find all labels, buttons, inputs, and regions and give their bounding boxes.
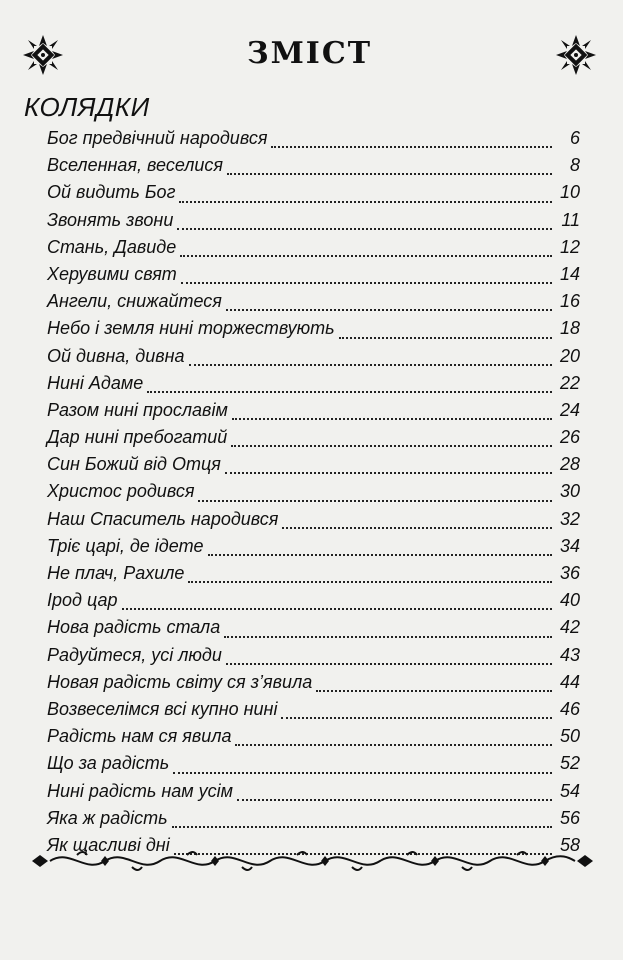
toc-entry-title: Вселенная, веселися (47, 155, 224, 176)
dot-leader (198, 500, 552, 502)
dot-leader (227, 173, 552, 175)
toc-entry-title: Христос родився (47, 481, 195, 502)
dot-leader (224, 636, 552, 638)
page-title: ЗМІСТ (246, 36, 373, 71)
toc-entry-page: 36 (559, 563, 580, 583)
toc-entry-page: 58 (559, 834, 580, 855)
toc-entry-title: Ірод цар (47, 590, 118, 611)
toc-entry-title: Радуйтеся, усі люди (47, 644, 222, 665)
toc-entry-page: 32 (559, 508, 580, 529)
dot-leader (172, 826, 552, 828)
toc-entry (47, 536, 580, 563)
toc-entry-page: 12 (559, 236, 580, 257)
toc-entry-page: 26 (559, 427, 580, 448)
toc-entry (47, 155, 580, 182)
toc-entry-page: 14 (559, 263, 580, 284)
toc-entry-title: Разом нині прославім (47, 399, 228, 420)
toc-entry-title: Херувими свят (47, 263, 177, 284)
toc-list (47, 128, 580, 862)
dot-leader (147, 391, 552, 393)
toc-entry (47, 563, 580, 590)
toc-entry-page: 52 (559, 753, 580, 774)
toc-entry-page: 56 (559, 807, 580, 828)
toc-entry-title: Новая радість світу ся з’явила (47, 671, 313, 692)
toc-entry-page: 54 (559, 780, 580, 801)
toc-entry-page: 8 (569, 155, 580, 176)
toc-entry (47, 753, 580, 780)
dot-leader (231, 445, 552, 447)
toc-entry (47, 781, 580, 808)
toc-entry-page: 34 (559, 535, 580, 556)
toc-entry (47, 699, 580, 726)
toc-entry-page: 28 (559, 454, 580, 475)
toc-entry (47, 237, 580, 264)
toc-entry-page: 18 (559, 318, 580, 339)
toc-entry-page: 30 (559, 481, 580, 502)
toc-entry-title: Нині радість нам усім (47, 780, 233, 801)
toc-entry-title: Не плач, Рахиле (47, 563, 185, 583)
toc-entry-page: 42 (559, 617, 580, 638)
toc-entry-page: 46 (559, 698, 580, 719)
toc-entry-title: Син Божий від Отця (47, 454, 221, 475)
toc-entry (47, 128, 580, 155)
dot-leader (281, 717, 552, 719)
toc-entry (47, 726, 580, 753)
dot-leader (237, 799, 552, 801)
toc-entry-page: 16 (559, 291, 580, 312)
toc-entry-title: Ой дивна, дивна (47, 345, 185, 366)
toc-entry-title: Нова радість стала (47, 617, 221, 638)
dot-leader (339, 337, 552, 339)
dot-leader (316, 690, 552, 692)
toc-entry-title: Стань, Давиде (47, 236, 177, 257)
dot-leader (226, 309, 552, 311)
toc-entry-title: Возвеселімся всі купно нині (47, 698, 278, 719)
toc-entry-page: 20 (559, 345, 580, 366)
toc-entry-title: Яка ж радість (47, 807, 168, 828)
toc-entry (47, 481, 580, 508)
toc-entry (47, 373, 580, 400)
toc-entry-title: Як щасливі дні (47, 834, 170, 855)
toc-entry (47, 318, 580, 345)
toc-entry (47, 400, 580, 427)
toc-entry-page: 50 (559, 726, 580, 747)
toc-entry-title: Небо і земля нині торжествують (47, 318, 335, 339)
dot-leader (181, 282, 552, 284)
star-ornament-icon (555, 34, 597, 76)
toc-entry-title: Наш Спаситель народився (47, 508, 279, 529)
dot-leader (232, 418, 552, 420)
section-heading: КОЛЯДКИ (24, 92, 150, 122)
toc-entry-title: Бог предвічний народився (47, 128, 268, 148)
toc-entry-page: 24 (559, 399, 580, 420)
dot-leader (189, 364, 552, 366)
toc-entry-page: 10 (559, 182, 580, 203)
dot-leader (188, 581, 552, 583)
toc-entry-title: Нині Адаме (47, 372, 144, 393)
dot-leader (235, 744, 552, 746)
header (22, 30, 597, 80)
toc-entry (47, 617, 580, 644)
dot-leader (225, 472, 552, 474)
toc-entry-title: Ангели, снижайтеся (47, 291, 222, 312)
toc-entry (47, 454, 580, 481)
toc-entry-page: 43 (559, 644, 580, 665)
dot-leader (179, 201, 552, 203)
dot-leader (180, 255, 552, 257)
toc-entry (47, 427, 580, 454)
toc-entry (47, 291, 580, 318)
dot-leader (177, 228, 552, 230)
toc-entry (47, 210, 580, 237)
toc-entry-page: 6 (569, 128, 580, 148)
vine-divider-icon (30, 846, 595, 876)
toc-entry-page: 40 (559, 590, 580, 611)
toc-entry (47, 182, 580, 209)
dot-leader (271, 146, 552, 148)
toc-entry-title: Дар нині пребогатий (47, 427, 228, 448)
toc-entry-title: Ой видить Бог (47, 182, 176, 203)
toc-entry-title: Тріє царі, де ідете (47, 535, 204, 556)
toc-entry-title: Радість нам ся явила (47, 726, 232, 747)
toc-entry (47, 264, 580, 291)
toc-entry (47, 590, 580, 617)
toc-entry-page: 44 (559, 671, 580, 692)
dot-leader (173, 772, 552, 774)
toc-entry (47, 346, 580, 373)
toc-entry (47, 509, 580, 536)
toc-entry-title: Звонять звони (47, 209, 174, 230)
toc-entry-page: 22 (559, 372, 580, 393)
dot-leader (208, 554, 552, 556)
toc-entry (47, 645, 580, 672)
dot-leader (122, 608, 553, 610)
toc-entry (47, 808, 580, 835)
toc-entry-page: 11 (561, 209, 580, 230)
dot-leader (226, 663, 552, 665)
toc-entry-title: Що за радість (47, 753, 170, 774)
toc-entry (47, 672, 580, 699)
dot-leader (282, 527, 552, 529)
